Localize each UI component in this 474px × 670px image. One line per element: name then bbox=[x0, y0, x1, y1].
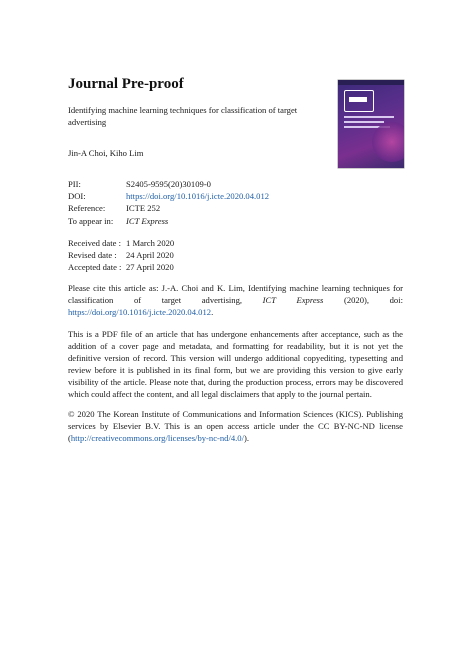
journal-cover-image bbox=[338, 80, 404, 168]
copyright-paragraph bbox=[68, 408, 403, 444]
dates bbox=[68, 237, 174, 273]
cover-stripe bbox=[344, 116, 394, 118]
article-metadata bbox=[68, 178, 269, 214]
copyright-text: © 2020 The Korean Institute of Communications and Information Sciences (KICS). Publishing services by Elsevier B.V. This is an open access article under the CC BY-NC-ND license ( bbox=[68, 409, 403, 443]
revised-row bbox=[68, 249, 174, 261]
article-authors: Jin-A Choi, Kiho Lim bbox=[68, 148, 144, 158]
article-title: Identifying machine learning techniques for classification of target advertising bbox=[68, 105, 298, 127]
received-value: 1 March 2020 bbox=[126, 238, 175, 248]
page-title: Journal Pre-proof bbox=[68, 76, 184, 92]
revised-value: 24 April 2020 bbox=[126, 250, 174, 260]
citation-suffix: (2020), doi: bbox=[323, 295, 403, 305]
notice-paragraph: This is a PDF file of an article that has undergone enhancements after acceptance, such as the addition of a cover page and metadata, and formatting for readability, but it is not yet the definitive version of record. This version will undergo additional copyediting, typesetting and review before it is published in its final form, but we are providing this version to give early visibility of the article. Please note that, during the production process, errors may be discovered which could affect the content, and all legal disclaimers that apply to the journal pertain. bbox=[68, 329, 403, 399]
pii-row bbox=[68, 178, 269, 190]
received-label: Received date : bbox=[68, 238, 121, 248]
ict-express-logo-icon bbox=[344, 90, 374, 112]
reference-value: ICTE 252 bbox=[126, 203, 161, 213]
cover-graphic bbox=[372, 122, 404, 162]
pii-label: PII: bbox=[68, 179, 81, 189]
license-link[interactable]: http://creativecommons.org/licenses/by-nc-nd/4.0/ bbox=[70, 433, 244, 443]
cover-stripe bbox=[344, 121, 384, 123]
cover-top-bar bbox=[338, 80, 404, 85]
accepted-value: 27 April 2020 bbox=[126, 262, 174, 272]
citation-end: . bbox=[211, 307, 214, 317]
pii-value: S2405-9595(20)30109-0 bbox=[126, 179, 211, 189]
citation-paragraph bbox=[68, 282, 403, 318]
citation-doi-link[interactable]: https://doi.org/10.1016/j.icte.2020.04.012 bbox=[68, 307, 212, 317]
appear-row bbox=[68, 215, 168, 227]
revised-label: Revised date : bbox=[68, 250, 117, 260]
appear-in bbox=[68, 215, 168, 227]
accepted-label: Accepted date : bbox=[68, 262, 122, 272]
received-row bbox=[68, 237, 174, 249]
appear-label: To appear in: bbox=[68, 216, 114, 226]
reference-label: Reference: bbox=[68, 203, 106, 213]
appear-journal: ICT Express bbox=[126, 216, 169, 226]
copyright-end: ). bbox=[243, 433, 249, 443]
doi-label: DOI: bbox=[68, 191, 86, 201]
citation-journal: ICT Express bbox=[262, 295, 324, 305]
doi-row bbox=[68, 190, 269, 202]
citation-text: Please cite this article as: J.-A. Choi and K. Lim, Identifying machine learning techniques for classification of target advertising, bbox=[68, 283, 403, 305]
doi-link[interactable]: https://doi.org/10.1016/j.icte.2020.04.012 bbox=[126, 191, 270, 201]
accepted-row bbox=[68, 261, 174, 273]
reference-row bbox=[68, 202, 269, 214]
